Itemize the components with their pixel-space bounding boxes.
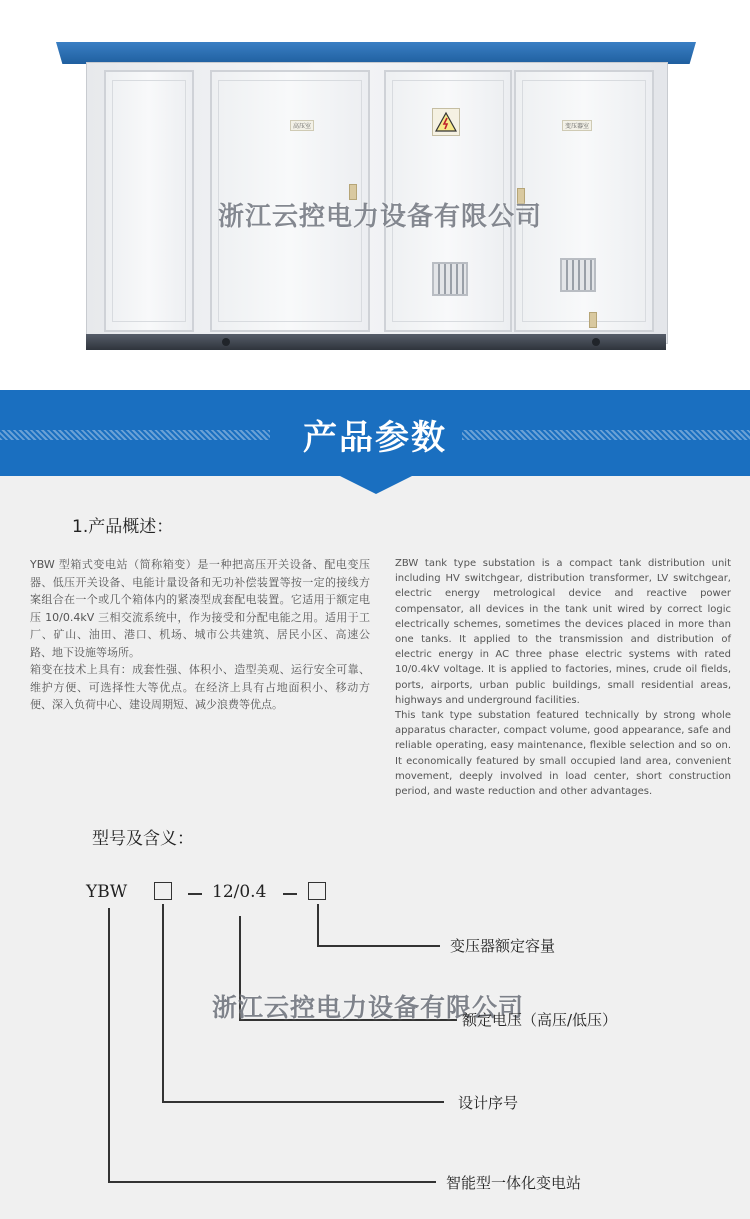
- banner-title: 产品参数: [303, 418, 447, 458]
- overview-cn-paragraph: YBW 型箱式变电站（简称箱变）是一种把高压开关设备、配电变压器、低压开关设备、电能计量设备和无功补偿装置等按一定的接线方案组合在一个或几个箱体内的紧凑型成套配电装置。它适用于额定电压 10/0.4kV 三相交流系统中，作为接受和分配电能之用。适用于工厂、矿山、油田、港口、机场、城市公共建筑、居民小区、高速公路、地下设施等场所。: [30, 558, 370, 659]
- cabinet-roof: [56, 42, 696, 64]
- section-banner: [0, 390, 750, 476]
- capacity-leader-v: [317, 904, 319, 946]
- serial-placeholder-box: [154, 882, 172, 900]
- base-bolt: [222, 338, 230, 346]
- vent-grille: [432, 262, 468, 296]
- door-label-transformer: 变压器室: [562, 120, 592, 131]
- vent-grille: [560, 258, 596, 292]
- model-prefix: YBW: [86, 882, 128, 902]
- type-leader-h: [108, 1181, 436, 1183]
- cabinet-base: [86, 334, 666, 350]
- door-latch: [589, 312, 597, 328]
- capacity-placeholder-box: [308, 882, 326, 900]
- overview-en-paragraph: ZBW tank type substation is a compact tank distribution unit including HV switchgear, distribution transformer, LV switchgear, electric energy metrological device and reactive power compensator, all devices in the tank unit wired by correct logic electrically schemes, sometimes the devices placed in more than one tanks. It applied to the transmission and distribution of electric energy in AC three phase electric systems with rated 10/0.4kV voltage. It is applied to factories, mines, crude oil fields, ports, airports, urban public buildings, small residential areas, highways and underground facilities.: [395, 558, 731, 706]
- overview-cn-paragraph: 箱变在技术上具有：成套性强、体积小、造型美观、运行安全可靠、维护方便、可选择性大等优点。在经济上具有占地面积小、移动方便、深入负荷中心、建设周期短、减少浪费等优点。: [30, 663, 370, 711]
- banner-notch: [340, 476, 412, 494]
- serial-leader-h: [162, 1101, 444, 1103]
- product-photo: [0, 0, 750, 390]
- overview-text-en: [395, 556, 731, 799]
- base-bolt: [592, 338, 600, 346]
- model-heading: 型号及含义：: [92, 829, 194, 849]
- overview-text-cn: [30, 556, 370, 714]
- label-capacity: 变压器额定容量: [450, 937, 556, 955]
- capacity-leader-h: [317, 945, 440, 947]
- label-type: 智能型一体化变电站: [446, 1174, 582, 1192]
- type-leader-v: [108, 908, 110, 1182]
- high-voltage-warning-icon: [432, 108, 460, 136]
- company-watermark: 浙江云控电力设备有限公司: [212, 993, 525, 1022]
- overview-heading: 1.产品概述：: [72, 517, 174, 537]
- label-serial: 设计序号: [458, 1094, 519, 1112]
- code-separator: [188, 893, 202, 895]
- door-label-hv: 高压室: [290, 120, 314, 131]
- serial-leader-v: [162, 904, 164, 1102]
- cabinet-door-1: [104, 70, 194, 332]
- model-voltage: 12/0.4: [212, 882, 267, 902]
- company-watermark: 浙江云控电力设备有限公司: [218, 202, 543, 232]
- overview-en-paragraph: This tank type substation featured technically by strong whole apparatus character, compact volume, good appearance, safe and reliable operating, easy maintenance, flexible selection and so on. It economically featured by small occupied land area, convenient movement, deeply involved in load center, short construction period, and waste reduction and other advantages.: [395, 710, 731, 798]
- code-separator: [283, 893, 297, 895]
- label-voltage: 额定电压（高压/低压）: [462, 1011, 618, 1029]
